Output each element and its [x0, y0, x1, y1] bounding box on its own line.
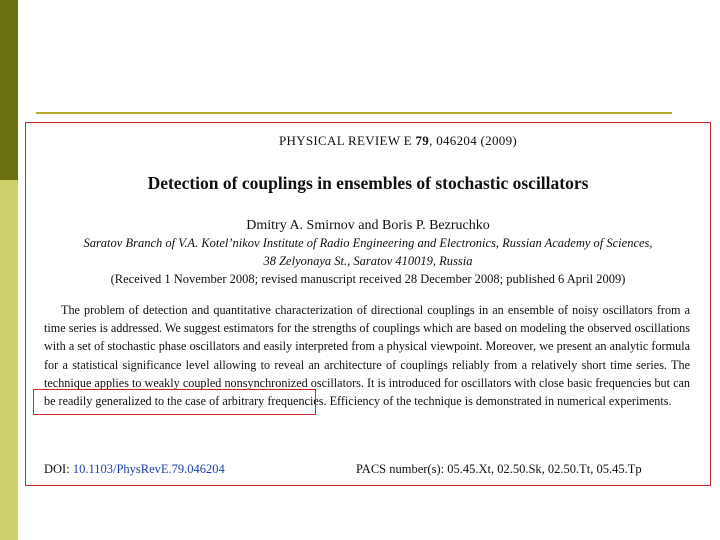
- doi-link[interactable]: 10.1103/PhysRevE.79.046204: [72, 462, 225, 476]
- pacs-numbers: PACS number(s): 05.45.Xt, 02.50.Sk, 02.50.Tt, 05.45.Tp: [356, 462, 642, 476]
- journal-volume: 79: [415, 133, 430, 148]
- highlight-box: [33, 389, 316, 415]
- decorative-side-bar-light: [0, 180, 18, 540]
- affiliation-line-2: 38 Zelyonaya St., Saratov 410019, Russia: [263, 254, 473, 268]
- received-dates: (Received 1 November 2008; revised manuscript received 28 December 2008; published 6 April 2009): [110, 272, 626, 286]
- abstract-text: The problem of detection and quantitative characterization of directional couplings in an ensemble of noisy oscillators from a time series is addressed. We suggest estimators for the strengths of couplings which are based on modeling the observed oscillations with a set of stochastic phase oscillators and easily interpreted from a physical viewpoint. Moreover, we present an analytic formula for a statistical significance level allowing to reveal an architecture of couplings reliably from a relatively short time series. The technique applies to weakly coupled nonsynchronized oscillators. It is introduced for oscillators with close basic frequencies but can be readily generalized to the case of arbitrary frequencies. Efficiency of the technique is demonstrated in numerical experiments.: [44, 303, 690, 409]
- paper-title: Detection of couplings in ensembles of stochastic oscillators: [147, 173, 589, 193]
- paper-authors: Dmitry A. Smirnov and Boris P. Bezruchko: [246, 218, 490, 233]
- paper-excerpt-frame: [25, 122, 711, 486]
- journal-citation: [26, 133, 710, 149]
- decorative-side-bar-dark: [0, 0, 18, 180]
- doi-label: DOI:: [44, 462, 73, 476]
- header-rule: [36, 112, 672, 114]
- affiliation-line-1: Saratov Branch of V.A. Kotel’nikov Institute of Radio Engineering and Electronics, Russian Academy of Sciences,: [83, 236, 653, 250]
- doi: [44, 462, 225, 477]
- journal-article: , 046204 (2009): [429, 133, 518, 148]
- journal-name: PHYSICAL REVIEW E: [278, 133, 412, 148]
